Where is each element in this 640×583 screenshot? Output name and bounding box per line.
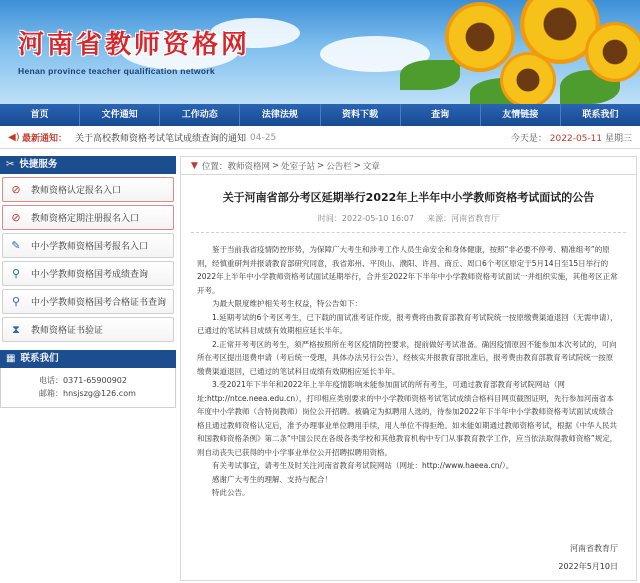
edit-icon: ⊘ [11,210,21,224]
contact-phone [39,374,175,387]
sidebar-item-registration-signup[interactable] [2,205,174,230]
article-paragraph: 特此公告。 [212,488,250,497]
email-label: 邮箱： [39,389,63,398]
sidebar-item-certificate-verify[interactable] [2,317,174,342]
grid-icon: ▦ [6,353,16,364]
sidebar-item-label: 中小学教师资格国考合格证书查询 [31,298,167,308]
breadcrumb: ▼ 位置： 教师资格网 > 处室子站 > 公告栏 > 文章 [181,157,636,175]
quick-service-title: 快捷服务 [19,159,58,170]
notice-label: 最新通知： [22,134,68,144]
location-pin-icon: ▼ [191,160,198,171]
site-title: 河南省教师资格网 [18,30,251,60]
sidebar-item-label: 教师资格证书验证 [31,326,104,336]
today-weekday: 星期三 [604,134,632,144]
signature-org: 河南省教育厅 [570,544,618,553]
nav-work-news[interactable]: 工作动态 [160,104,240,126]
edit-icon: ⊘ [11,182,21,196]
nav-links[interactable]: 友情链接 [481,104,561,126]
today-date: 2022-05-11 [549,134,603,144]
article-body [181,233,636,500]
nav-query[interactable]: 查询 [401,104,481,126]
breadcrumb-substation[interactable]: 处室子站 [281,161,316,172]
article-paragraph: 鉴于当前我省疫情防控形势，为保障广大考生和涉考工作人员生命安全和身体健康，按照“非必要不停考、精准组考”的原则，经慎重研判并报请教育部研究同意，我省郑州、平顶山、濮阳、许昌、商丘、周口6个考区原定于5月14日至15日举行的2022年上半年中小学教师资格考试面试延期举行，合并至2022年下半年中小学教师资格考试面试一并组织实施，其他考区正常开考。 [197,245,618,295]
contact-title: 联系我们 [20,353,59,364]
tools-icon: ✂ [6,159,15,170]
nav-home[interactable]: 首页 [0,104,80,126]
article-source: 河南省教育厅 [451,214,500,223]
article-meta [191,213,626,233]
article-paragraph: 1.延期考试的6个考区考生，已下载的面试准考证作废，报考费将由教育部教育考试院统一按原缴费渠道退回（无需申请），已通过的笔试科目成绩有效期相应延长半年。 [197,312,618,335]
contact-box [0,368,176,408]
article-paragraph: 感谢广大考生的理解、支持与配合！ [212,474,332,484]
breadcrumb-bulletin[interactable]: 公告栏 [326,161,352,172]
nav-downloads[interactable]: 资料下载 [321,104,401,126]
site-banner [0,0,640,104]
notice-link[interactable]: 关于高校教师资格考试笔试成绩查询的通知 [75,134,247,144]
sunflower-icon [585,22,640,82]
source-label: 来源： [427,214,452,223]
breadcrumb-prefix: 位置： [201,161,228,172]
speaker-icon: ◀) [8,131,20,143]
search-icon: ⚲ [11,266,21,280]
sidebar-item-label: 中小学教师资格国考成绩查询 [31,270,149,280]
article-panel [180,156,637,581]
article-time: 2022-05-10 16:07 [341,214,414,223]
article-paragraph: 为最大限度维护相关考生权益，特公告如下： [212,299,362,308]
notice-date: 04-25 [250,132,277,143]
sunflower-icon [500,52,556,104]
main-nav [0,104,640,126]
phone-label: 电话： [39,376,63,385]
article-paragraph: 3.受2021年下半年和2022年上半年疫情影响未能参加面试的所有考生，可通过教育部教育考试院网站（网址:http://ntce.neea.edu.cn），打印相应类别要求的中小学教师资格考试笔试成绩合格科目网页截图证明，先行参加河南省本年度中小学教师（含特岗教师）岗位公开招聘。被确定为拟聘用人选的，待参加2022年下半年中小学教师资格考试面试成绩合格且通过教师资格认定后，准予办理事业单位聘用手续，用人单位不得拒绝。如未能如期通过教师资格考试，根据《中华人民共和国教师资格条例》第二条“中国公民在各级各类学校和其他教育机构中专门从事教育教学工作，应当依法取得教师资格”规定，则自动丧失已获得的中小学事业单位公开招聘拟聘用资格。 [197,380,618,457]
search-icon: ⚲ [11,294,21,308]
sidebar-item-certificate-query[interactable] [2,289,174,314]
sidebar-item-label: 教师资格定期注册报名入口 [31,214,140,224]
sidebar [0,156,176,408]
article-paragraph: 2.正常开考考区的考生，须严格按照所在考区疫情防控要求，提前做好考试准备。确因疫情原因不能参加本次考试的，可向所在考区提出退费申请（考后统一受理，具体办法另行公告），经核实并报教育部批准后，报考费由教育部教育考试院统一按原缴费渠道退回，已通过的笔试科目成绩有效期相应延长半年。 [197,339,617,376]
notice-bar [0,127,640,149]
article-signature [558,540,618,576]
breadcrumb-home[interactable]: 教师资格网 [227,161,270,172]
pencil-icon: ✎ [11,238,21,252]
signature-date: 2022年5月10日 [558,562,618,571]
article-title: 关于河南省部分考区延期举行2022年上半年中小学教师资格考试面试的公告 [222,191,595,204]
sidebar-item-label: 中小学教师资格国考报名入口 [31,242,149,252]
today-display [511,131,632,144]
quick-service-header [0,156,176,174]
breadcrumb-article: 文章 [362,161,380,172]
site-subtitle: Henan province teacher qualification network [18,66,215,76]
sidebar-item-certification-signup[interactable] [2,177,174,202]
nav-contact[interactable]: 联系我们 [582,110,619,120]
sidebar-item-score-query[interactable] [2,261,174,286]
hourglass-icon: ⧗ [12,322,20,336]
nav-notices[interactable]: 文件通知 [80,104,160,126]
nav-laws[interactable]: 法律法规 [240,104,320,126]
article-paragraph: 有关考试事宜，请考生及时关注河南省教育考试院网站（网址：http://www.haeea.cn/）。 [212,461,514,470]
sidebar-item-exam-signup[interactable] [2,233,174,258]
today-label: 今天是： [510,134,547,144]
time-label: 时间： [317,214,342,223]
email-value[interactable]: hnsjszg@126.com [63,389,136,398]
sidebar-item-label: 教师资格认定报名入口 [31,186,122,196]
phone-value: 0371-65900902 [63,376,127,385]
sunflower-icon [445,2,515,72]
contact-header [0,350,176,368]
contact-email [39,387,175,400]
